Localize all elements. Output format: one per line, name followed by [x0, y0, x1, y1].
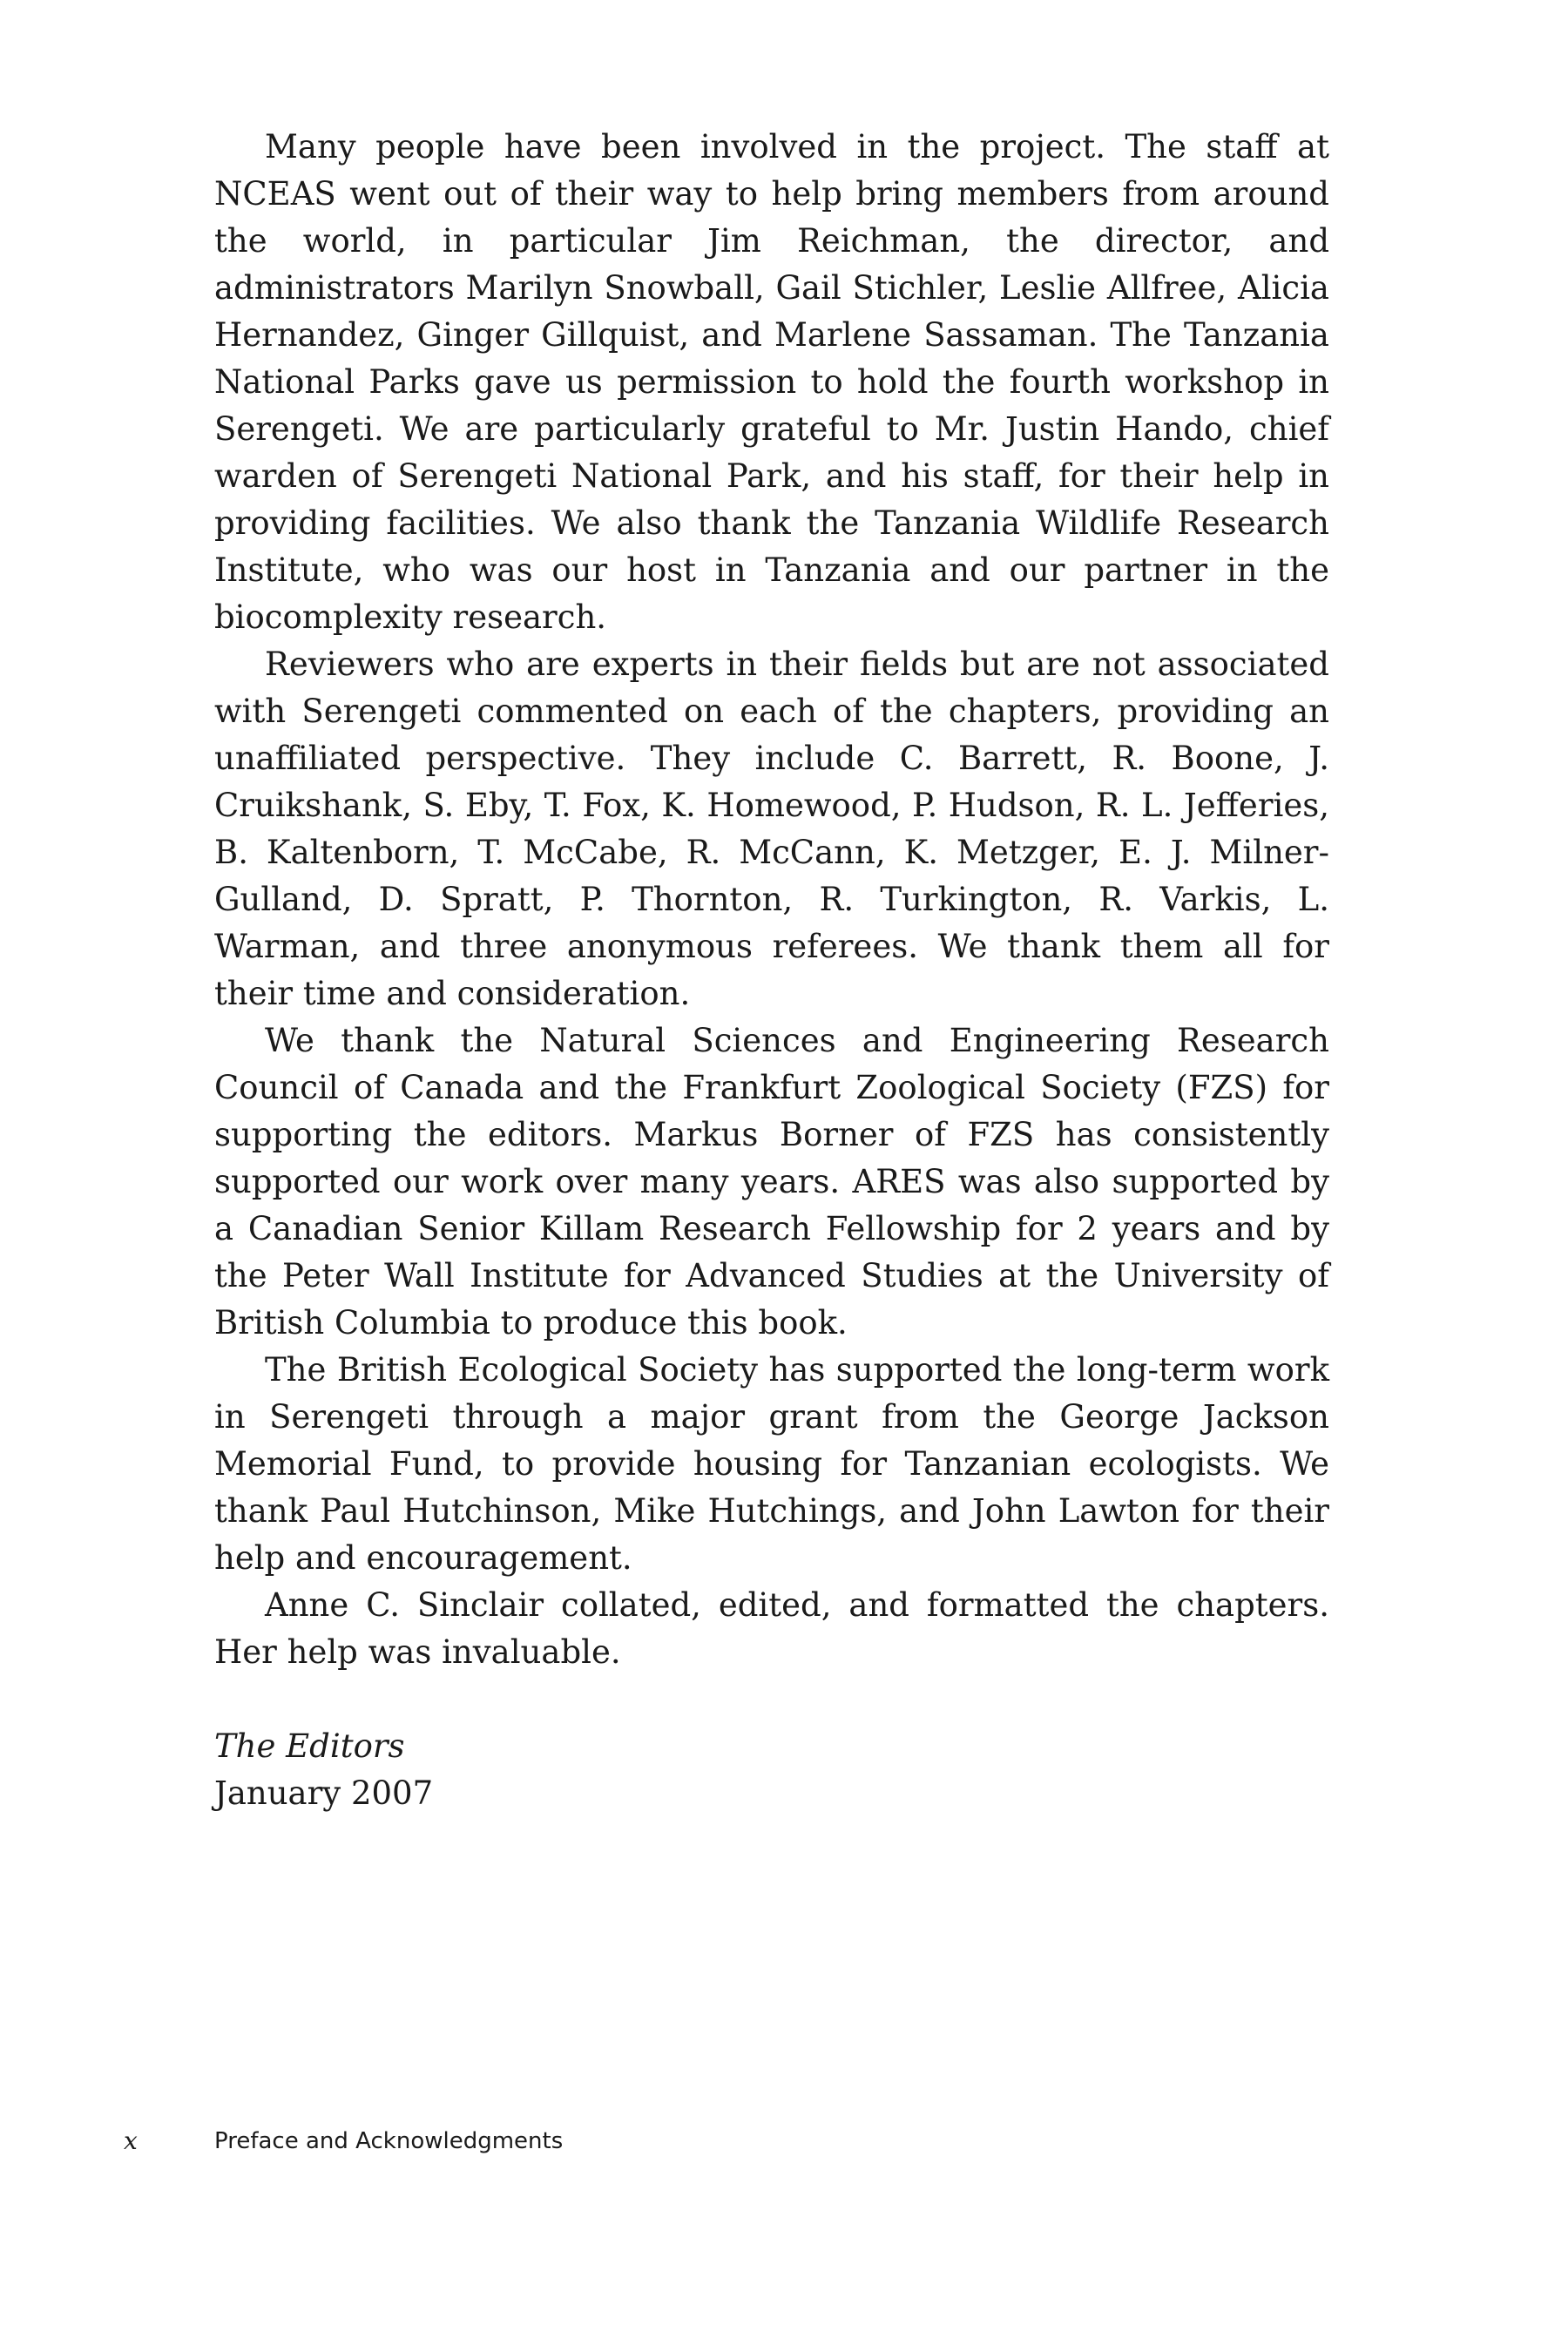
signature-date: January 2007: [214, 1774, 434, 1812]
paragraph-british-ecological-society: The British Ecological Society has supported the long-term work in Serengeti through a major grant from the George Jackson Memorial Fund, to provide housing for Tanzanian ecologists. We thank Paul Hutchinson, Mike Hutchings, and John Lawton for their help and encouragement.: [214, 1351, 1329, 1577]
body-text: [214, 124, 1329, 1817]
page-footer: [0, 2124, 1568, 2159]
signature-editors: The Editors: [214, 1727, 405, 1765]
running-title: Preface and Acknowledgments: [214, 2128, 564, 2154]
paragraph-reviewers: Reviewers who are experts in their fields but are not associated with Serengeti commented on each of the chapters, providing an unaffiliated perspective. They include C. Barrett, R. Boone, J. Cruikshank, S. Eby, T. Fox, K. Homewood, P. Hudson, R. L. Jefferies, B. Kaltenborn, T. McCabe, R. McCann, K. Metzger, E. J. Milner-Gulland, D. Spratt, P. Thornton, R. Turkington, R. Varkis, L. Warman, and three anonymous referees. We thank them all for their time and consideration.: [214, 645, 1329, 1012]
signature-block: [214, 1723, 1329, 1817]
paragraph-funding: We thank the Natural Sciences and Engineering Research Council of Canada and the Frankfurt Zoological Society (FZS) for supporting the editors. Markus Borner of FZS has consistently supported our work over many years. ARES was also supported by a Canadian Senior Killam Research Fellowship for 2 years and by the Peter Wall Institute for Advanced Studies at the University of British Columbia to produce this book.: [214, 1022, 1329, 1342]
paragraph-nceas-thanks: Many people have been involved in the project. The staff at NCEAS went out of their way to help bring members from around the world, in particular Jim Reichman, the director, and administrators Marilyn Snowball, Gail Stichler, Leslie Allfree, Alicia Hernandez, Ginger Gillquist, and Marlene Sassaman. The Tanzania National Parks gave us permission to hold the fourth workshop in Serengeti. We are particularly grateful to Mr. Justin Hando, chief warden of Serengeti National Park, and his staff, for their help in providing facilities. We also thank the Tanzania Wildlife Research Institute, who was our host in Tanzania and our partner in the biocomplexity research.: [214, 128, 1329, 636]
paragraph-anne-sinclair: Anne C. Sinclair collated, edited, and formatted the chapters. Her help was invaluable.: [214, 1586, 1329, 1671]
page-number: x: [124, 2126, 138, 2155]
